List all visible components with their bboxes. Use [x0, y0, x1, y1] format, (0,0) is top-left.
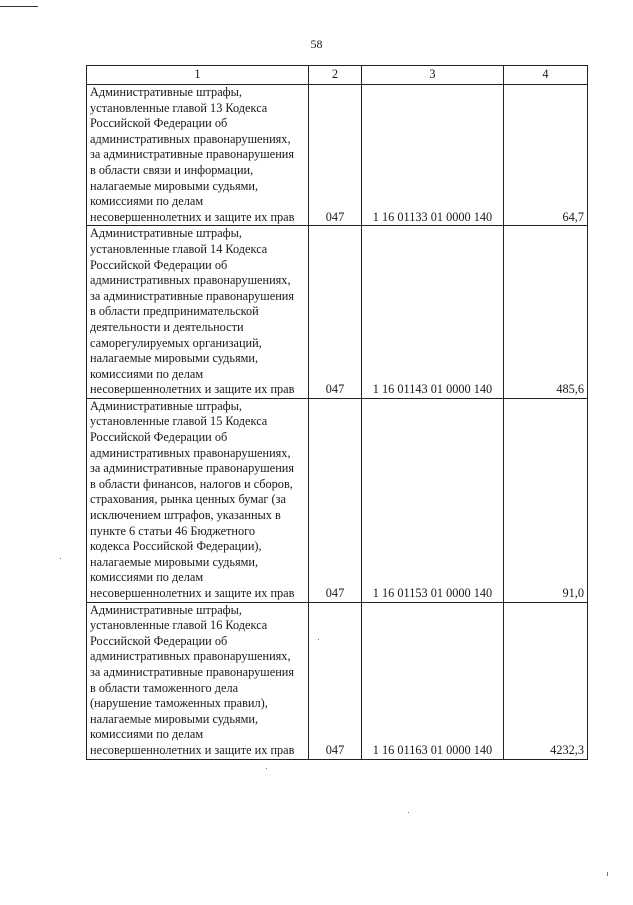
name-line: деятельности и деятельности [90, 319, 244, 334]
name-line: Российской Федерации об [90, 257, 228, 272]
name-line: Российской Федерации об [90, 116, 228, 131]
scan-speck [607, 872, 608, 876]
kbk-code-cell: 1 16 01143 01 0000 140 [362, 226, 504, 399]
admin-code-cell: 047 [309, 85, 362, 226]
page-number: 58 [310, 37, 323, 51]
column-header-1: 1 [87, 66, 309, 85]
kbk-code-cell: 1 16 01153 01 0000 140 [362, 398, 504, 602]
name-line: Российской Федерации об [90, 430, 228, 445]
name-line: (нарушение таможенных правил), [90, 696, 268, 711]
name-line: Российской Федерации об [90, 633, 228, 648]
name-line: кодекса Российской Федерации), [90, 539, 262, 554]
name-line: административных правонарушениях, [90, 649, 291, 664]
name-line: комиссиями по делам [90, 366, 204, 381]
name-line: налагаемые мировыми судьями, [90, 554, 259, 569]
kbk-code-cell: 1 16 01163 01 0000 140 [362, 602, 504, 759]
scan-speck [408, 812, 409, 813]
name-line: в области финансов, налогов и сборов, [90, 476, 293, 491]
row-name-cell [87, 398, 309, 602]
name-line: исключением штрафов, указанных в [90, 508, 281, 523]
name-line: несовершеннолетних и защите их прав [90, 742, 295, 757]
scan-speck [318, 639, 319, 640]
name-line: страхования, рынка ценных бумаг (за [90, 492, 286, 507]
name-line: за административные правонарушения [90, 288, 295, 303]
name-line: Административные штрафы, [90, 226, 242, 241]
scan-speck [60, 558, 61, 559]
name-line: установленные главой 16 Кодекса [90, 618, 268, 633]
name-line: Административные штрафы, [90, 602, 242, 617]
name-line: несовершеннолетних и защите их прав [90, 209, 295, 224]
header-row [87, 66, 588, 85]
amount-cell: 64,7 [504, 85, 588, 226]
name-line: административных правонарушениях, [90, 445, 291, 460]
row-name-cell [87, 226, 309, 399]
name-line: комиссиями по делам [90, 727, 204, 742]
column-header-2: 2 [309, 66, 362, 85]
amount-cell: 4232,3 [504, 602, 588, 759]
table-row [87, 398, 588, 602]
name-line: в области предпринимательской [90, 304, 259, 319]
name-line: налагаемые мировыми судьями, [90, 351, 259, 366]
table-row [87, 85, 588, 226]
kbk-code-cell: 1 16 01133 01 0000 140 [362, 85, 504, 226]
name-line: в области связи и информации, [90, 162, 254, 177]
name-line: несовершеннолетних и защите их прав [90, 586, 295, 600]
table-row [87, 226, 588, 399]
name-line: Административные штрафы, [90, 398, 242, 413]
table-row [87, 602, 588, 759]
name-line: комиссиями по делам [90, 194, 204, 209]
name-line: установленные главой 14 Кодекса [90, 241, 268, 256]
column-header-3: 3 [362, 66, 504, 85]
table-body [87, 85, 588, 760]
scan-edge-line [0, 6, 38, 7]
name-line: в области таможенного дела [90, 680, 239, 695]
column-header-4: 4 [504, 66, 588, 85]
admin-code-cell: 047 [309, 602, 362, 759]
name-line: административных правонарушениях, [90, 273, 291, 288]
name-line: административных правонарушениях, [90, 131, 291, 146]
amount-cell: 485,6 [504, 226, 588, 399]
admin-code-cell: 047 [309, 398, 362, 602]
amount-cell: 91,0 [504, 398, 588, 602]
name-line: комиссиями по делам [90, 570, 204, 585]
name-line: за административные правонарушения [90, 664, 295, 679]
name-line: несовершеннолетних и защите их прав [90, 382, 295, 397]
row-name-cell [87, 602, 309, 759]
name-line: пункте 6 статьи 46 Бюджетного [90, 523, 256, 538]
name-line: Административные штрафы, [90, 85, 242, 99]
name-line: установленные главой 13 Кодекса [90, 100, 268, 115]
row-name-cell [87, 85, 309, 226]
name-line: за административные правонарушения [90, 147, 295, 162]
name-line: налагаемые мировыми судьями, [90, 711, 259, 726]
name-line: за административные правонарушения [90, 461, 295, 476]
revenue-table [86, 65, 588, 760]
admin-code-cell: 047 [309, 226, 362, 399]
name-line: установленные главой 15 Кодекса [90, 414, 268, 429]
name-line: саморегулируемых организаций, [90, 335, 262, 350]
name-line: налагаемые мировыми судьями, [90, 178, 259, 193]
scan-speck [266, 768, 267, 769]
